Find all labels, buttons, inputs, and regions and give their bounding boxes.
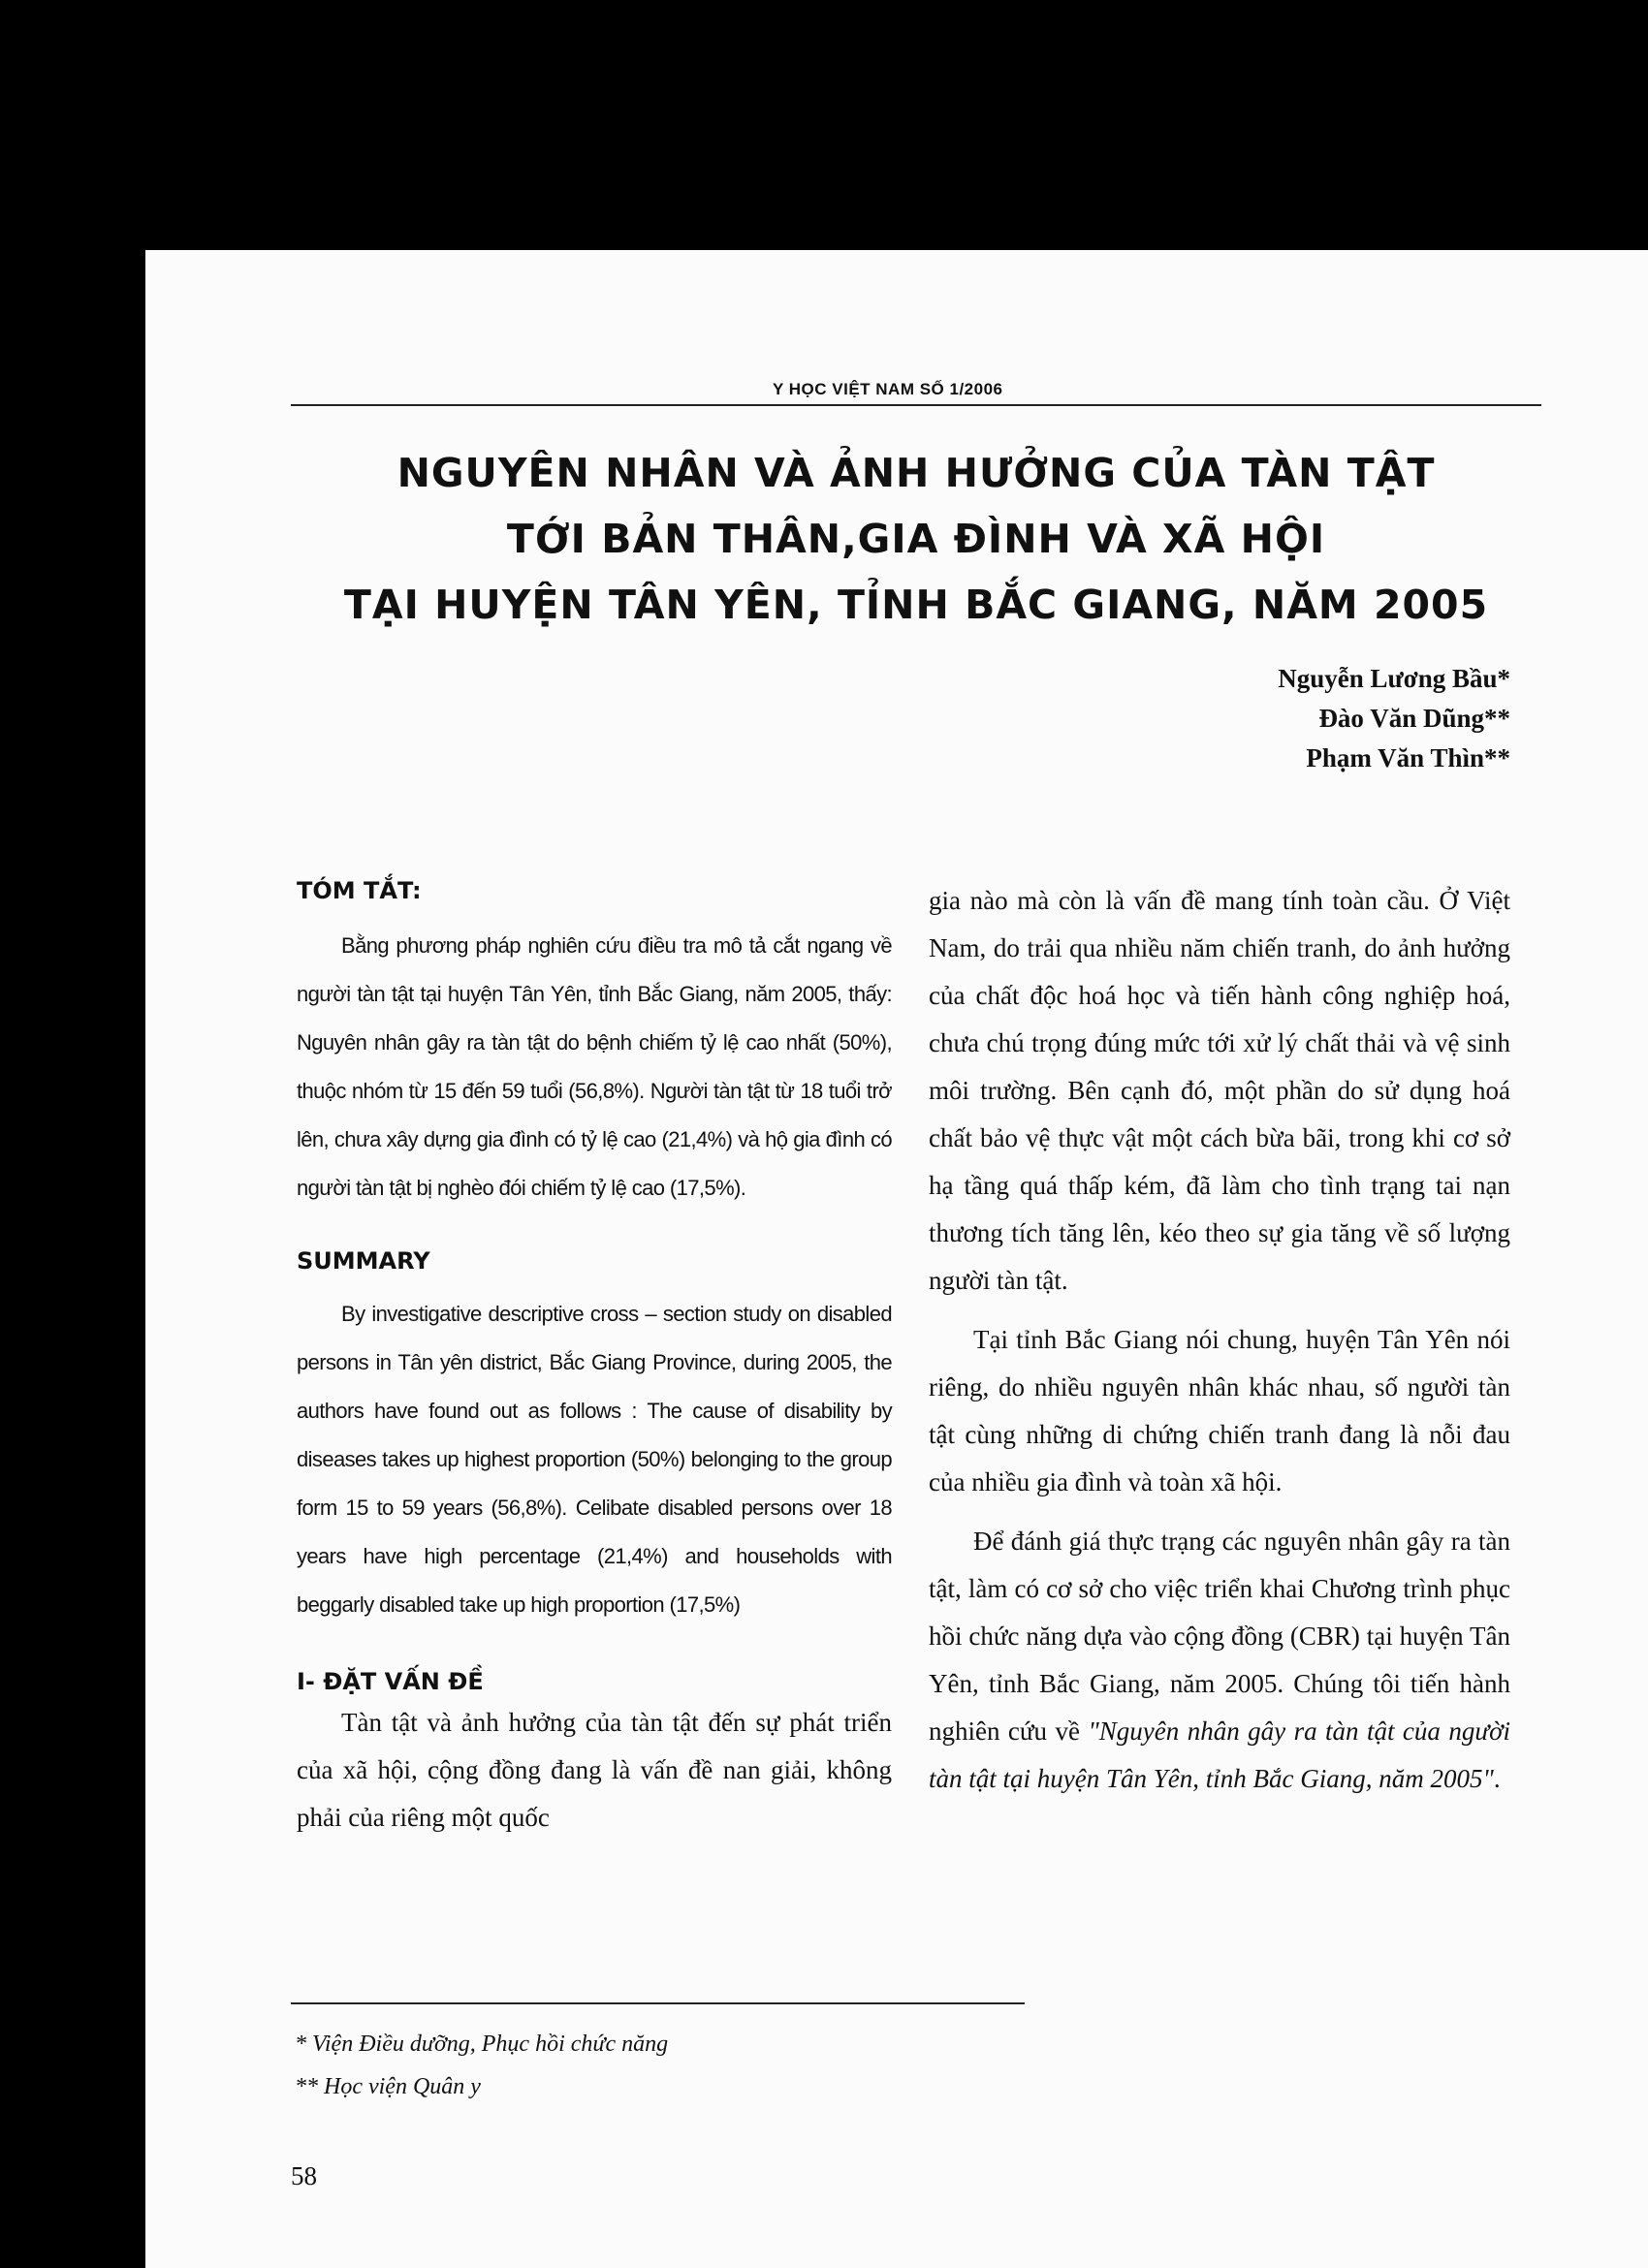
footnote-rule — [291, 2002, 1025, 2004]
left-column — [297, 877, 892, 1842]
author-list — [1278, 659, 1510, 778]
section-1-para-1-continued: gia nào mà còn là vấn đề mang tính toàn cầu. Ở Việt Nam, do trải qua nhiều năm chiến tranh, do ảnh hưởng của chất độc hoá học và tiến hành công nghiệp hoá, chưa chú trọng đúng mức tới xử lý chất thải và vệ sinh môi trường. Bên cạnh đó, một phần do sử dụng hoá chất bảo vệ thực vật một cách bừa bãi, trong khi cơ sở hạ tầng quá thấp kém, đã làm cho tình trạng tai nạn thương tích tăng lên, kéo theo sự gia tăng về số lượng người tàn tật. — [929, 886, 1510, 1295]
title-line-3: TẠI HUYỆN TÂN YÊN, TỈNH BẮC GIANG, NĂM 2005 — [343, 582, 1489, 628]
header-rule — [291, 404, 1541, 406]
section-1-heading: I- ĐẶT VẤN ĐỀ — [297, 1668, 484, 1695]
abstract-en-text: By investigative descriptive cross – section study on disabled persons in Tân yên district, Bắc Giang Province, during 2005, the authors have found out as follows : The cause of disability by diseases takes up highest proportion (50%) belonging to the group form 15 to 59 years (56,8%). Celibate disabled persons over 18 years have high percentage (21,4%) and households with beggarly disabled take up high proportion (17,5%) — [297, 1302, 892, 1617]
right-column — [929, 877, 1510, 1803]
author-3: Phạm Văn Thìn** — [1306, 743, 1510, 772]
title-line-1: NGUYÊN NHÂN VÀ ẢNH HƯỞNG CỦA TÀN TẬT — [396, 450, 1436, 496]
section-1-para-2: Tại tỉnh Bắc Giang nói chung, huyện Tân Yên nói riêng, do nhiều nguyên nhân khác nhau, số người tàn tật cùng những di chứng chiến tranh đang là nỗi đau của nhiều gia đình và toàn xã hội. — [929, 1325, 1510, 1496]
article-title — [291, 440, 1541, 638]
study-title-italic: "Nguyên nhân gây ra tàn tật của người tàn tật tại huyện Tân Yên, tỉnh Bắc Giang, năm 2005" — [929, 1717, 1510, 1793]
section-1-para-1-start: Tàn tật và ảnh hưởng của tàn tật đến sự phát triển của xã hội, cộng đồng đang là vấn đề nan giải, không phải của riêng một quốc — [297, 1708, 892, 1832]
abstract-vi-heading: TÓM TẮT: — [297, 877, 422, 904]
para-3-text: Để đánh giá thực trạng các nguyên nhân gây ra tàn tật, làm có cơ sở cho việc triển khai Chương trình phục hồi chức năng dựa vào cộng đồng (CBR) tại huyện Tân Yên, tỉnh Bắc Giang, năm 2005. Chúng tôi tiến hành nghiên cứu về — [929, 1527, 1510, 1746]
title-line-2: TỚI BẢN THÂN,GIA ĐÌNH VÀ XÃ HỘI — [506, 516, 1326, 562]
abstract-vi-text: Bằng phương pháp nghiên cứu điều tra mô tả cắt ngang về người tàn tật tại huyện Tân Yên, tỉnh Bắc Giang, năm 2005, thấy: Nguyên nhân gây ra tàn tật do bệnh chiếm tỷ lệ cao nhất (50%), thuộc nhóm từ 15 đến 59 tuổi (56,8%). Người tàn tật từ 18 tuổi trở lên, chưa xây dựng gia đình có tỷ lệ cao (21,4%) và hộ gia đình có người tàn tật bị nghèo đói chiếm tỷ lệ cao (17,5%). — [297, 933, 892, 1200]
footnotes — [295, 2023, 668, 2108]
footnote-1: * Viện Điều dưỡng, Phục hồi chức năng — [295, 2032, 669, 2057]
page-number: 58 — [291, 2161, 317, 2190]
section-1-para-3 — [929, 1518, 1510, 1803]
author-2: Đào Văn Dũng** — [1318, 704, 1510, 733]
abstract-en-heading: SUMMARY — [297, 1247, 430, 1275]
author-1: Nguyễn Lương Bầu* — [1278, 664, 1510, 693]
footnote-2: ** Học viện Quân y — [295, 2074, 481, 2099]
running-header: Y HỌC VIỆT NAM SỐ 1/2006 — [773, 380, 1003, 398]
para-3-period: . — [1493, 1764, 1501, 1793]
